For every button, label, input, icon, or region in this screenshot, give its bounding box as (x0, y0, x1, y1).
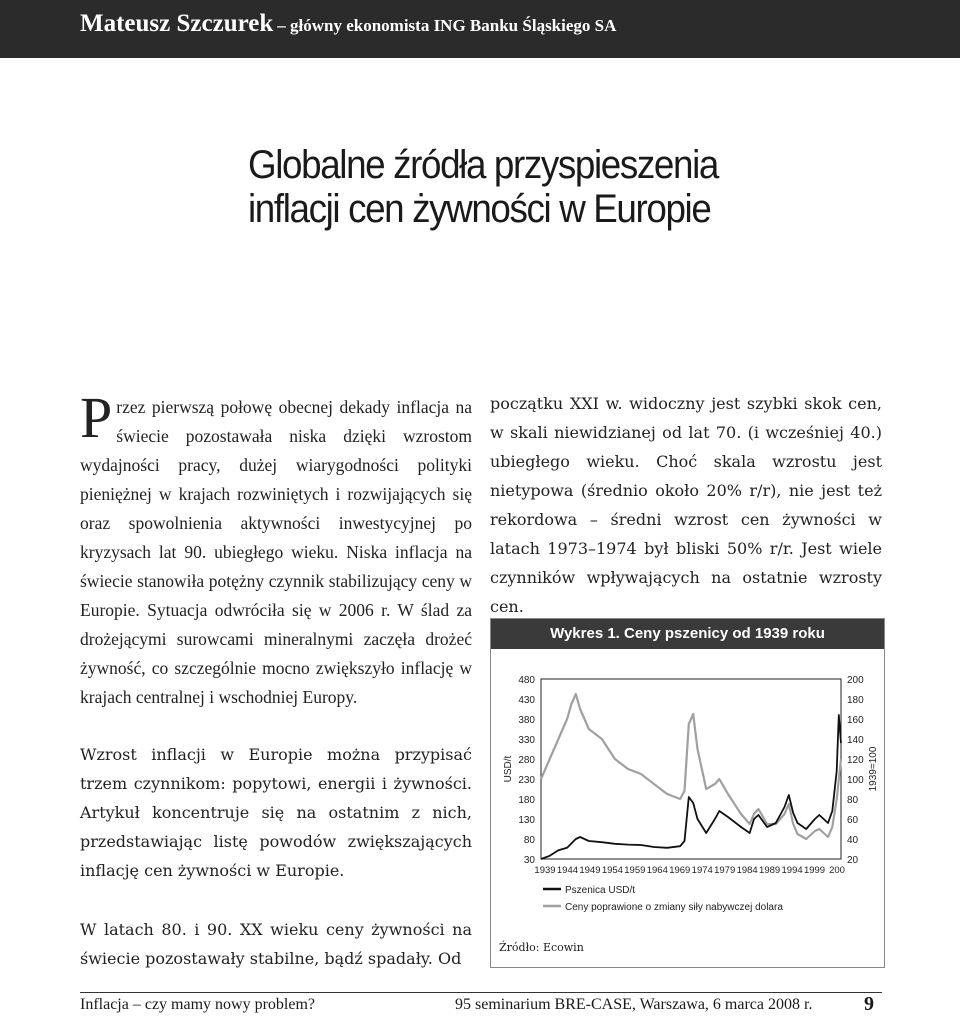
paragraph-1-text: rzez pierwszą połowę obecnej dekady inflacja na świecie pozostawała niska dzięki wzrostom wydajności pracy, dużej wiarygodności polityki pieniężnej w krajach rozwiniętych i rozwijających się oraz spowolnienia aktywności inwestycyjnej po kryzysach lat 90. ubiegłego wieku. Niska inflacja na świecie stanowiła potężny czynnik stabilizujący ceny w Europie. Sytuacja odwróciła się w 2006 r. W ślad za drożejącymi surowcami mineralnymi zaczęła drożeć żywność, co szczególnie mocno zwiększyło inflację w krajach centralnej i wschodniej Europy. (80, 397, 472, 707)
y-tick-label: 80 (523, 835, 535, 846)
x-tick-label: 1994 (781, 865, 803, 876)
paragraph-4: początku XXI w. widoczny jest szybki skok cen, w skali niewidzianej od lat 70. (i wcześniej 40.) ubiegłego wieku. Choć skala wzrostu jest nietypowa (średnio około 20% r/r), nie jest też rekordowa – średni wzrost cen żywności w latach 1973–1974 był bliski 50% r/r. Jest wiele czynników wpływających na ostatnie wzrosty cen. (490, 394, 882, 616)
chart-svg (491, 649, 884, 939)
title-line-2: inflacji cen żywności w Europie (248, 187, 711, 231)
footer-divider (80, 992, 882, 993)
legend-label-1: Pszenica USD/t (565, 885, 636, 896)
x-tick-label: 1954 (601, 865, 623, 876)
author-name: Mateusz Szczurek (80, 10, 274, 37)
y2-tick-label: 160 (847, 715, 864, 726)
footer-middle: 95 seminarium BRE-CASE, Warszawa, 6 marca 2008 r. (455, 996, 813, 1013)
y-tick-label: 180 (518, 795, 535, 806)
x-tick-label: 1984 (736, 865, 758, 876)
article-title (248, 143, 837, 231)
x-tick-label: 1939 (534, 865, 556, 876)
chart-title: Wykres 1. Ceny pszenicy od 1939 roku (491, 619, 884, 649)
x-tick-label: 1979 (714, 865, 736, 876)
chart-source: Źródło: Ecowin (499, 941, 584, 954)
paragraph-1 (80, 385, 472, 712)
chart-figure (490, 618, 885, 968)
y-tick-label: 230 (518, 775, 535, 786)
header-bar (0, 0, 960, 58)
x-tick-label: 1999 (803, 865, 826, 876)
x-tick-label: 1944 (556, 865, 579, 876)
y2-tick-label: 120 (847, 755, 864, 766)
y2-tick-label: 80 (847, 795, 859, 806)
header-line (80, 10, 616, 38)
paragraph-3: W latach 80. i 90. XX wieku ceny żywności na świecie pozostawały stabilne, bądź spadały. Od (80, 920, 472, 968)
y-tick-label: 130 (518, 815, 535, 826)
legend-label-2: Ceny poprawione o zmiany siły nabywczej dolara (565, 902, 783, 913)
title-line-1: Globalne źródła przyspieszenia (248, 143, 718, 187)
y2-tick-label: 180 (847, 695, 864, 706)
paragraph-2: Wzrost inflacji w Europie można przypisać trzem czynnikom: popytowi, energii i żywności. Artykuł koncentruje się na ostatnim z nich, przedstawiając listę powodów zwiększających inflację cen żywności w Europie. (80, 745, 472, 880)
author-role: – główny ekonomista ING Banku Śląskiego SA (277, 16, 617, 35)
y2-tick-label: 100 (847, 775, 864, 786)
y2-tick-label: 20 (847, 855, 859, 866)
series-line-1 (541, 715, 841, 859)
y2-tick-label: 40 (847, 835, 859, 846)
y-axis-label: USD/t (503, 755, 514, 783)
drop-cap: P (80, 385, 113, 450)
x-tick-label: 1964 (646, 865, 668, 876)
y-tick-label: 280 (518, 755, 535, 766)
y2-tick-label: 60 (847, 815, 859, 826)
x-tick-label: 1974 (691, 865, 713, 876)
y-tick-label: 480 (518, 675, 535, 686)
y2-axis-label: 1939=100 (868, 746, 879, 792)
x-tick-label: 1989 (759, 865, 781, 876)
x-tick-label: 1969 (669, 865, 691, 876)
footer-left: Inflacja – czy mamy nowy problem? (80, 996, 316, 1013)
y2-tick-label: 200 (847, 675, 864, 686)
y2-tick-label: 140 (847, 735, 864, 746)
y-tick-label: 330 (518, 735, 535, 746)
x-tick-label: 1959 (624, 865, 646, 876)
y-tick-label: 430 (518, 695, 535, 706)
y-tick-label: 30 (523, 855, 535, 866)
x-tick-label: 200 (829, 865, 845, 876)
page-number: 9 (864, 993, 874, 1015)
y-tick-label: 380 (518, 715, 535, 726)
x-tick-label: 1949 (579, 865, 601, 876)
